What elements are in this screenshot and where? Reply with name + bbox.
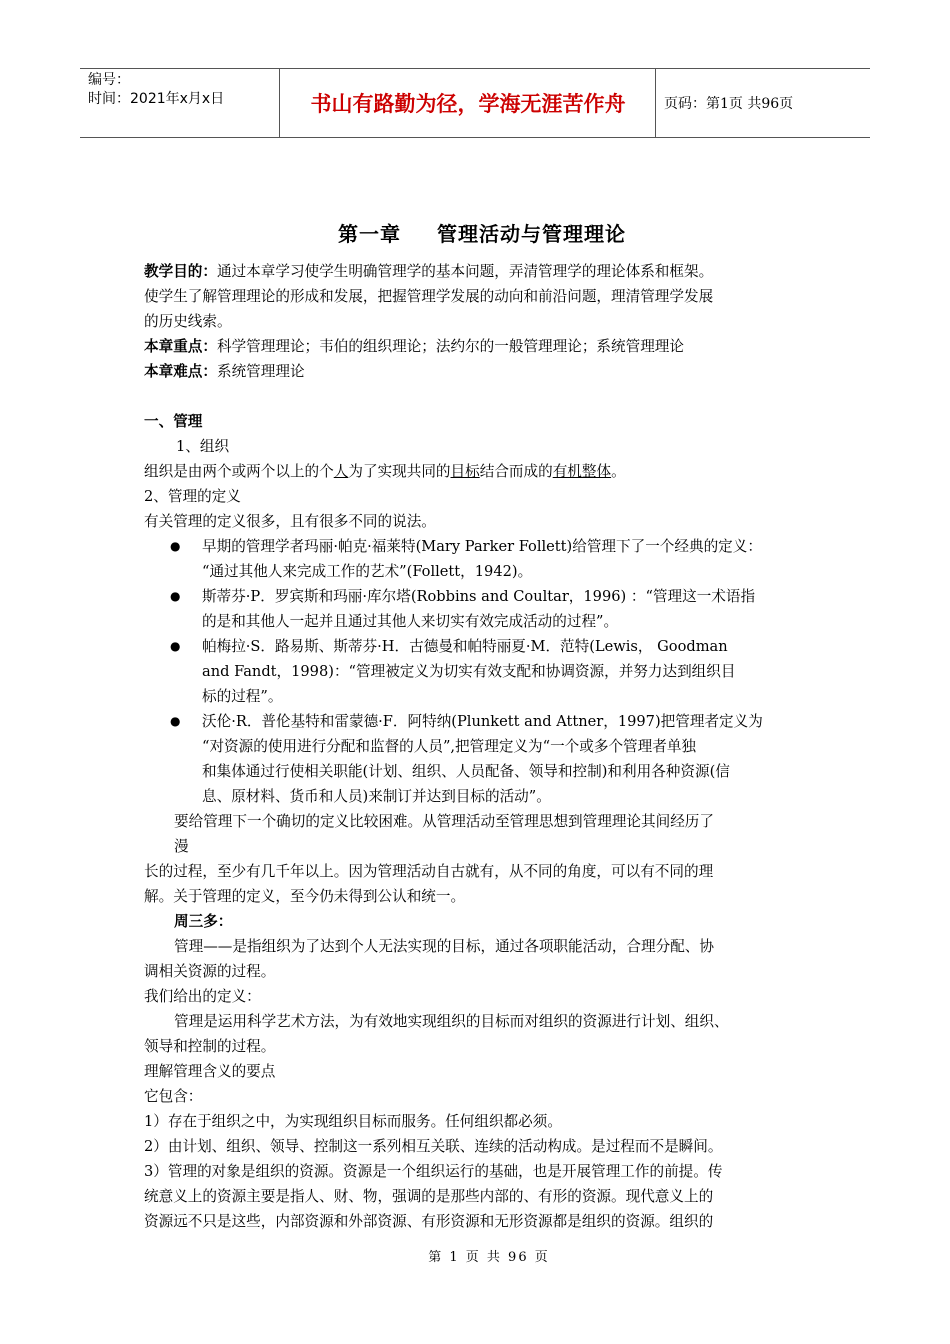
chapter-number: 第一章 — [338, 222, 401, 246]
bullet-line: 帕梅拉·S．路易斯、斯蒂芬·H．古德曼和帕特丽夏·M．范特(Lewis， Goodman — [202, 638, 728, 655]
bullet-line: and Fandt，1998)：“管理被定义为切实有效支配和协调资源，并努力达到组织目 — [202, 663, 736, 680]
bullet-line: 的是和其他人一起并且通过其他人来切实有效完成活动的过程”。 — [202, 613, 619, 630]
point-line: 资源远不只是这些，内部资源和外部资源、有形资源和无形资源都是组织的资源。组织的 — [144, 1213, 714, 1230]
focus-line — [144, 334, 808, 359]
header-motto: 书山有路勤为径，学海无涯苦作舟 — [281, 69, 656, 137]
subheading: 1、组织 — [176, 438, 230, 455]
underlined-term: 人 — [333, 463, 349, 480]
number-label: 编号： — [88, 72, 130, 88]
header-meta — [80, 69, 280, 137]
contains-label: 它包含： — [144, 1088, 203, 1105]
page-header — [80, 68, 870, 138]
point-line: 3）管理的对象是组织的资源。资源是一个组织运行的基础，也是开展管理工作的前提。传 — [144, 1163, 723, 1180]
difficulty-text: 系统管理理论 — [216, 363, 305, 380]
definition-bullet — [144, 584, 808, 634]
date-label: 时间：2021年x月x日 — [88, 91, 225, 107]
paragraph-line: 解。关于管理的定义，至今仍未得到公认和统一。 — [144, 888, 466, 905]
page-footer: 第 1 页 共 96 页 — [428, 1250, 550, 1265]
underlined-term: 有机整体 — [552, 463, 612, 480]
zhou-definition: 管理——是指组织为了达到个人无法实现的目标，通过各项职能活动，合理分配、协 — [174, 938, 714, 955]
understand-heading: 理解管理含义的要点 — [144, 1063, 276, 1080]
text-run: 。 — [611, 463, 626, 480]
objective-text: 通过本章学习使学生明确管理学的基本问题，弄清管理学的理论体系和框架。 — [216, 263, 714, 280]
our-definition: 管理是运用科学艺术方法，为有效地实现组织的目标而对组织的资源进行计划、组织、 — [174, 1013, 729, 1030]
section-heading: 一、管理 — [144, 413, 203, 430]
chapter-title — [0, 218, 950, 247]
paragraph-line: 漫 — [174, 838, 189, 855]
underlined-term: 目标 — [450, 463, 480, 480]
objective-line — [144, 259, 808, 284]
zhou-label: 周三多： — [174, 913, 233, 930]
point-line: 2）由计划、组织、领导、控制这一系列相互关联、连续的活动构成。是过程而不是瞬间。 — [144, 1138, 723, 1155]
bullet-line: 早期的管理学者玛丽·帕克·福莱特(Mary Parker Follett)给管理下了一个经典的定义： — [202, 538, 762, 555]
point-line: 1）存在于组织之中，为实现组织目标而服务。任何组织都必须。 — [144, 1113, 562, 1130]
point-line: 统意义上的资源主要是指人、财、物，强调的是那些内部的、有形的资源。现代意义上的 — [144, 1188, 714, 1205]
difficulty-label: 本章难点： — [144, 363, 217, 380]
chapter-name: 管理活动与管理理论 — [437, 222, 626, 246]
paragraph-line: 要给管理下一个确切的定义比较困难。从管理活动至管理思想到管理理论其间经历了 — [174, 813, 714, 830]
bullet-icon: ● — [170, 639, 181, 653]
bullet-icon: ● — [170, 714, 181, 728]
definition-bullet — [144, 534, 808, 584]
bullet-line: 斯蒂芬·P．罗宾斯和玛丽·库尔塔(Robbins and Coultar，1996) ：“管理这一术语指 — [202, 588, 756, 605]
bullet-line: 标的过程”。 — [202, 688, 283, 705]
definition-bullet — [144, 634, 808, 709]
difficulty-line — [144, 359, 808, 384]
document-body — [144, 259, 808, 1234]
text-run: 结合而成的 — [479, 463, 553, 480]
org-definition — [144, 459, 808, 484]
header-page-info: 页码：第1页 共96页 — [664, 96, 794, 112]
bullet-line: 和集体通过行使相关职能(计划、组织、人员配备、领导和控制)和利用各种资源(信 — [202, 763, 730, 780]
bullet-line: “对资源的使用进行分配和监督的人员”,把管理定义为“一个或多个管理者单独 — [202, 738, 697, 755]
paragraph-line: 长的过程，至少有几千年以上。因为管理活动自古就有，从不同的角度，可以有不同的理 — [144, 863, 714, 880]
objective-label: 教学目的： — [144, 263, 217, 280]
objective-line: 的历史线索。 — [144, 313, 232, 330]
bullet-icon: ● — [170, 539, 181, 553]
focus-text: 科学管理理论；韦伯的组织理论；法约尔的一般管理理论；系统管理理论 — [216, 338, 684, 355]
text-run: 组织是由两个或两个以上的个 — [144, 463, 334, 480]
bullet-line: 沃伦·R．普伦基特和雷蒙德·F．阿特纳(Plunkett and Attner，1997)把管理者定义为 — [202, 713, 763, 730]
our-label: 我们给出的定义： — [144, 988, 261, 1005]
intro-text: 有关管理的定义很多，且有很多不同的说法。 — [144, 513, 436, 530]
objective-line: 使学生了解管理理论的形成和发展，把握管理学发展的动向和前沿问题，理清管理学发展 — [144, 288, 714, 305]
bullet-line: “通过其他人来完成工作的艺术”(Follett，1942)。 — [202, 563, 533, 580]
our-definition: 领导和控制的过程。 — [144, 1038, 276, 1055]
focus-label: 本章重点： — [144, 338, 217, 355]
bullet-line: 息、原材料、货币和人员)来制订并达到目标的活动”。 — [202, 788, 551, 805]
zhou-definition: 调相关资源的过程。 — [144, 963, 276, 980]
subheading: 2、管理的定义 — [144, 488, 241, 505]
bullet-icon: ● — [170, 589, 181, 603]
text-run: 为了实现共同的 — [348, 463, 451, 480]
definition-bullet — [144, 709, 808, 809]
